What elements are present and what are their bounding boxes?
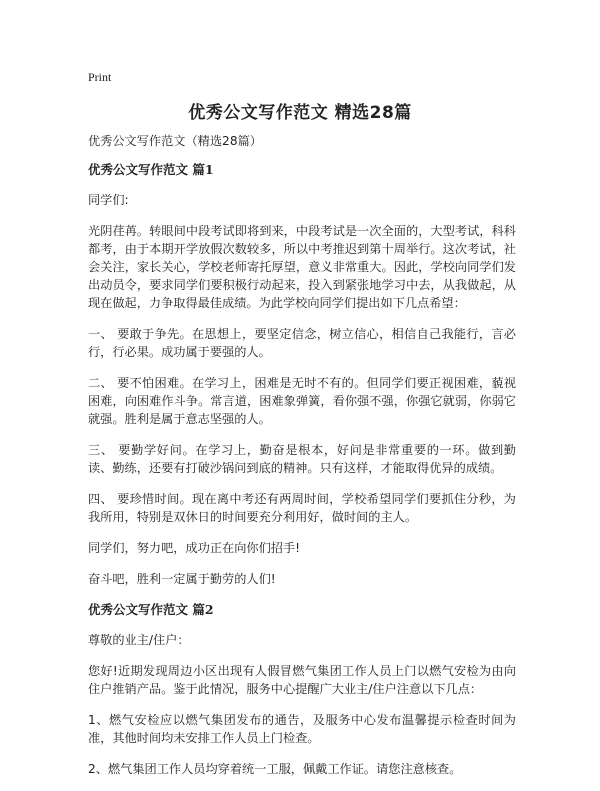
print-link[interactable]: Print	[88, 70, 112, 84]
paragraph: 尊敬的业主/住户：	[88, 633, 190, 647]
paragraph: 您好!近期发现周边小区出现有人假冒燃气集团工作人员上门以燃气安检为由向住户推销产品。鉴于此情况，服务中心提醒广大业主/住户注意以下几点：	[88, 664, 516, 696]
paragraph: 一、 要敢于争先。在思想上，要坚定信念，树立信心，相信自己我能行，言必行，行必果。成功属于要强的人。	[88, 327, 516, 359]
section-heading: 优秀公文写作范文 篇2	[88, 602, 214, 617]
paragraph: 二、 要不怕困难。在学习上，困难是无时不有的。但同学们要正视困难，藐视困难，向困难作斗争。常言道，困难象弹簧，看你强不强，你强它就弱，你弱它就强。胜利是属于意志坚强的人。	[88, 376, 516, 426]
paragraph: 三、 要勤学好问。在学习上，勤奋是根本，好问是非常重要的一环。做到勤读、勤练，还要有打破沙锅问到底的精神。只有这样，才能取得优异的成绩。	[88, 443, 516, 475]
document-subtitle: 优秀公文写作范文（精选28篇）	[88, 134, 262, 148]
paragraph: 光阴荏苒。转眼间中段考试即将到来，中段考试是一次全面的，大型考试，科科都考，由于本期开学放假次数较多，所以中考推迟到第十周举行。这次考试，社会关注，家长关心，学校老师寄托厚望，意义非常重大。因此，学校向同学们发出动员令，要求同学们要积极行动起来，投入到紧张地学习中去，从我做起，从现在做起，力争取得最佳成绩。为此学校向同学们提出如下几点希望：	[88, 224, 516, 310]
document-title: 优秀公文写作范文 精选28篇	[188, 103, 412, 123]
paragraph: 同学们:	[88, 193, 129, 207]
section-heading: 优秀公文写作范文 篇1	[88, 162, 214, 177]
paragraph: 四、 要珍惜时间。现在离中考还有两周时间，学校希望同学们要抓住分秒，为我所用，特别是双休日的时间要充分利用好，做时间的主人。	[88, 492, 516, 524]
paragraph: 2、燃气集团工作人员均穿着统一工服，佩戴工作证。请您注意核查。	[88, 762, 462, 776]
paragraph: 1、燃气安检应以燃气集团发布的通告，及服务中心发布温馨提示检查时间为准，其他时间均未安排工作人员上门检查。	[88, 713, 516, 745]
paragraph: 奋斗吧，胜利一定属于勤劳的人们!	[88, 572, 276, 586]
paragraph: 同学们，努力吧，成功正在向你们招手!	[88, 541, 301, 555]
document-body	[88, 132, 516, 791]
